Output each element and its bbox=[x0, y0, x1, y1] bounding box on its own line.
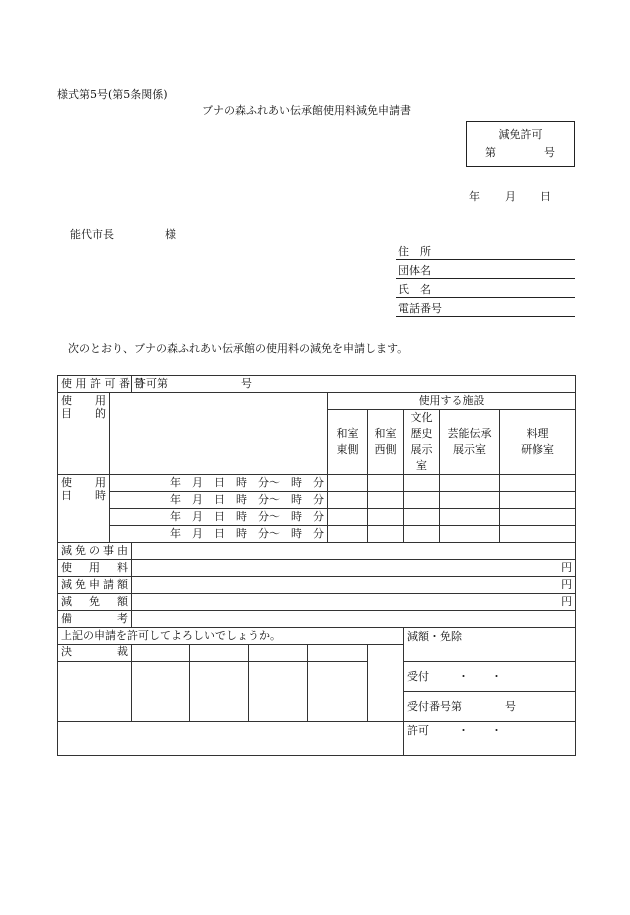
purpose-value[interactable] bbox=[110, 393, 328, 475]
datetime-row[interactable]: 年 月 日 時 分～ 時 分 bbox=[110, 509, 328, 526]
document-title: ブナの森ふれあい伝承館使用料減免申請書 bbox=[202, 104, 411, 117]
approval-question: 上記の申請を許可してよろしいでしょうか。 bbox=[58, 628, 404, 645]
datetime-label bbox=[58, 475, 110, 543]
phone-field[interactable] bbox=[396, 300, 575, 317]
intro-text: 次のとおり、ブナの森ふれあい伝承館の使用料の減免を申請します。 bbox=[68, 342, 409, 355]
addressee-honorific: 様 bbox=[165, 228, 176, 241]
decision-blank bbox=[368, 645, 404, 722]
permit-cell[interactable] bbox=[404, 722, 576, 756]
datetime-cell[interactable] bbox=[368, 475, 404, 492]
datetime-cell[interactable] bbox=[500, 526, 576, 543]
received-label: 受付 bbox=[407, 669, 430, 683]
datetime-cell[interactable] bbox=[440, 526, 500, 543]
decision-label-space bbox=[58, 662, 132, 722]
decision-label: 決 裁 bbox=[58, 645, 132, 662]
facility-cooking: 料理 研修室 bbox=[500, 410, 576, 475]
permit-box bbox=[466, 121, 575, 167]
datetime-cell[interactable] bbox=[404, 475, 440, 492]
facility-washitsu-west: 和室 西側 bbox=[368, 410, 404, 475]
datetime-cell[interactable] bbox=[404, 509, 440, 526]
permit-box-dai: 第 bbox=[485, 146, 496, 159]
form-number: 様式第5号(第5条関係) bbox=[57, 88, 168, 101]
permit-number-value[interactable] bbox=[132, 376, 576, 393]
facilities-header: 使用する施設 bbox=[328, 393, 576, 410]
group-name-field[interactable] bbox=[396, 262, 575, 279]
receipt-number-cell[interactable] bbox=[404, 692, 576, 722]
datetime-cell[interactable] bbox=[328, 509, 368, 526]
purpose-label-line1: 使 用 bbox=[61, 394, 106, 407]
fee-label: 使 用 料 bbox=[58, 560, 132, 577]
datetime-cell[interactable] bbox=[440, 475, 500, 492]
datetime-cell[interactable] bbox=[368, 526, 404, 543]
permit-label: 許可 bbox=[407, 724, 430, 737]
datetime-cell[interactable] bbox=[368, 492, 404, 509]
exempt-amount-label: 減 免 額 bbox=[58, 594, 132, 611]
decision-stamp[interactable] bbox=[308, 662, 368, 722]
received-cell[interactable] bbox=[404, 662, 576, 692]
name-label: 氏 名 bbox=[398, 282, 431, 296]
decision-stamp-header bbox=[249, 645, 308, 662]
decision-stamp-header bbox=[190, 645, 249, 662]
reduction-label: 減額・免除 bbox=[407, 630, 463, 643]
datetime-row[interactable]: 年 月 日 時 分～ 時 分 bbox=[110, 475, 328, 492]
facility-washitsu-east: 和室 東側 bbox=[328, 410, 368, 475]
datetime-cell[interactable] bbox=[404, 526, 440, 543]
datetime-cell[interactable] bbox=[440, 509, 500, 526]
datetime-cell[interactable] bbox=[440, 492, 500, 509]
datetime-cell[interactable] bbox=[328, 475, 368, 492]
remarks-label: 備 考 bbox=[58, 611, 132, 628]
decision-stamp-header bbox=[132, 645, 190, 662]
request-amount-label: 減免申請額 bbox=[58, 577, 132, 594]
permit-number-label: 使 用 許 可 番 号 bbox=[58, 376, 132, 393]
datetime-cell[interactable] bbox=[500, 509, 576, 526]
datetime-label-line1: 使 用 bbox=[61, 476, 106, 489]
exemption-reason-label: 減免の事由 bbox=[58, 543, 132, 560]
request-amount-value[interactable]: 円 bbox=[132, 577, 576, 594]
datetime-row[interactable]: 年 月 日 時 分～ 時 分 bbox=[110, 492, 328, 509]
datetime-cell[interactable] bbox=[328, 492, 368, 509]
facility-performing-arts: 芸能伝承 展示室 bbox=[440, 410, 500, 475]
datetime-cell[interactable] bbox=[500, 475, 576, 492]
application-table bbox=[57, 375, 576, 756]
decision-stamp[interactable] bbox=[190, 662, 249, 722]
phone-label: 電話番号 bbox=[398, 301, 442, 315]
date-year: 年 bbox=[469, 190, 480, 203]
permit-number-prefix: 許可第 bbox=[135, 377, 169, 391]
fee-value[interactable]: 円 bbox=[132, 560, 576, 577]
decision-stamp-header bbox=[308, 645, 368, 662]
date-day: 日 bbox=[540, 190, 551, 203]
purpose-label-line2: 目 的 bbox=[61, 407, 106, 421]
group-name-label: 団体名 bbox=[398, 263, 431, 277]
datetime-row[interactable]: 年 月 日 時 分～ 時 分 bbox=[110, 526, 328, 543]
remarks-value[interactable] bbox=[132, 611, 576, 628]
name-field[interactable] bbox=[396, 281, 575, 298]
permit-number-suffix: 号 bbox=[241, 377, 253, 391]
datetime-cell[interactable] bbox=[328, 526, 368, 543]
receipt-number-label: 受付番号第 bbox=[407, 699, 463, 713]
bottom-blank bbox=[58, 722, 404, 756]
permit-box-go: 号 bbox=[544, 146, 555, 159]
address-label: 住 所 bbox=[398, 244, 431, 258]
decision-stamp[interactable] bbox=[249, 662, 308, 722]
address-field[interactable] bbox=[396, 243, 575, 260]
decision-stamp[interactable] bbox=[132, 662, 190, 722]
permit-box-label: 減免許可 bbox=[498, 128, 543, 141]
received-date-dots: ・ ・ bbox=[458, 669, 503, 683]
purpose-label bbox=[58, 393, 110, 475]
datetime-cell[interactable] bbox=[500, 492, 576, 509]
datetime-cell[interactable] bbox=[368, 509, 404, 526]
receipt-number-go: 号 bbox=[505, 699, 517, 713]
exempt-amount-value[interactable]: 円 bbox=[132, 594, 576, 611]
permit-date-dots: ・ ・ bbox=[458, 724, 503, 737]
facility-culture-history: 文化歴史 展示室 bbox=[404, 410, 440, 475]
reduction-cell bbox=[404, 628, 576, 662]
addressee-name: 能代市長 bbox=[70, 228, 114, 241]
date-month: 月 bbox=[505, 190, 516, 203]
exemption-reason-value[interactable] bbox=[132, 543, 576, 560]
datetime-cell[interactable] bbox=[404, 492, 440, 509]
datetime-label-line2: 日 時 bbox=[61, 489, 106, 503]
